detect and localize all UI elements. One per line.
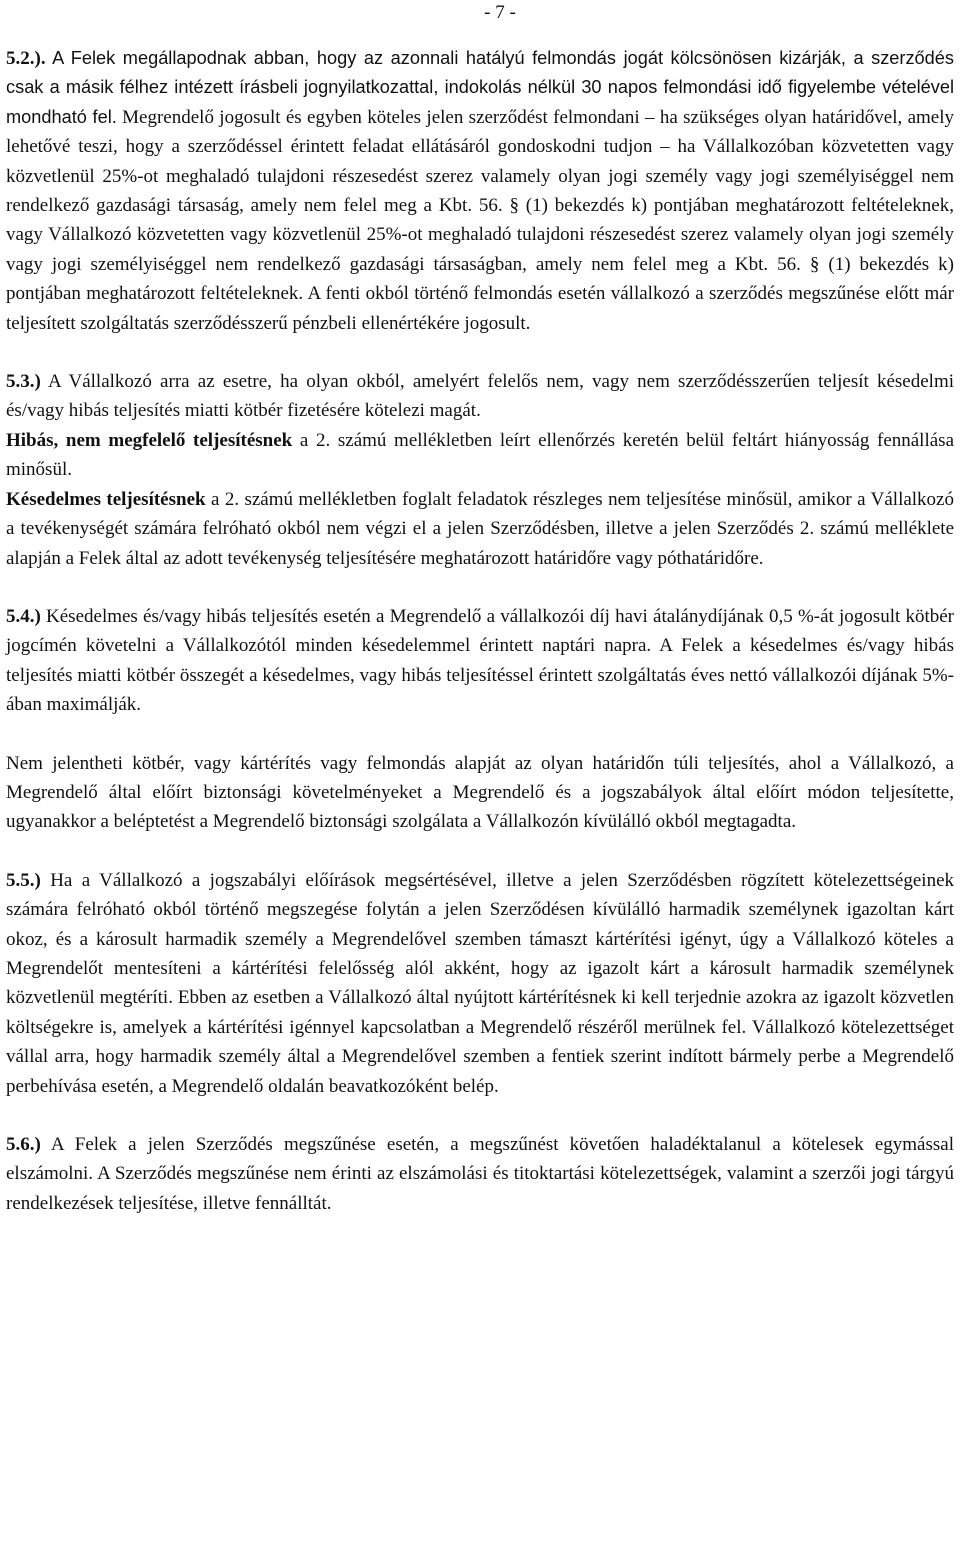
spacer bbox=[6, 837, 954, 866]
section-number: 5.3.) bbox=[6, 371, 41, 393]
spacer bbox=[6, 720, 954, 749]
definition-term: Késedelmes teljesítésnek bbox=[6, 488, 206, 510]
section-number: 5.5.) bbox=[6, 869, 41, 891]
section-text: Ha a Vállalkozó a jogszabályi előírások megsértésével, illetve a jelen Szerződésben rögzített kötelezettségeinek számára felróható okból történő megszegése folytán a jelen Szerződésen kívülálló harmadik személynek igazoltan kárt okoz, és a károsult harmadik személy a Megrendelővel szemben támaszt kártérítési igényt, úgy a Vállalkozó köteles a Megrendelőt mentesíteni a kártérítési felelősség alól akként, hogy az igazolt kárt a károsult harmadik személynek közvetlenül megtéríti. Ebben az esetben a Vállalkozó által nyújtott kártérítésnek ki kell terjednie azokra az igazolt közvetlen költségekre is, amelyek a kártérítési igénnyel kapcsolatban a Megrendelő részéről merülnek fel. Vállalkozó kötelezettséget vállal arra, hogy harmadik személy által a Megrendelővel szemben a fentiek szerint indított bármely perbe a Megrendelő perbehívása esetén, a Megrendelő oldalán beavatkozóként belép. bbox=[6, 869, 954, 1097]
section-5-6 bbox=[6, 1130, 954, 1218]
spacer bbox=[6, 573, 954, 602]
section-text: A Vállalkozó arra az esetre, ha olyan okból, amelyért felelős nem, vagy nem szerződésszerűen teljesít késedelmi és/vagy hibás teljesítés miatti kötbér fizetésére kötelezi magát. bbox=[6, 371, 954, 422]
paragraph-nem-jelentheti: Nem jelentheti kötbér, vagy kártérítés vagy felmondás alapját az olyan határidőn túli teljesítés, ahol a Vállalkozó, a Megrendelő által előírt biztonsági követelményeket a Megrendelő és a jogszabályok által előírt módon teljesítette, ugyanakkor a beléptetést a Megrendelő biztonsági szolgálata a Vállalkozón kívülálló okból megtagadta. bbox=[6, 752, 954, 833]
section-number: 5.2.). bbox=[6, 48, 46, 69]
section-text: Késedelmes és/vagy hibás teljesítés esetén a Megrendelő a vállalkozói díj havi átalánydíjának 0,5 %-át jogosult kötbér jogcímén követelni a Vállalkozótól minden késedelemmel érintett naptári napra. A Felek a késedelmes és/vagy hibás teljesítés miatti kötbér összegét a késedelmes, vagy hibás teljesítéssel érintett szolgáltatás éves nettó vállalkozói díjának 5%-ában maximálják. bbox=[6, 605, 954, 716]
section-number: 5.4.) bbox=[6, 605, 41, 627]
definition-term: Hibás, nem megfelelő teljesítésnek bbox=[6, 429, 293, 451]
section-5-5 bbox=[6, 866, 954, 1101]
definition-kesedelmes bbox=[6, 485, 954, 573]
definition-text: a 2. számú mellékletben foglalt feladatok részleges nem teljesítése minősül, amikor a Vállalkozó a tevékenységét számára felróható okból nem végzi el a jelen Szerződésben, illetve a jelen Szerződés 2. számú melléklete alapján a Felek által az adott tevékenység teljesítésére meghatározott határidőre vagy póthatáridőre. bbox=[6, 488, 954, 569]
document-body bbox=[6, 44, 954, 1218]
spacer bbox=[6, 1101, 954, 1130]
section-5-2 bbox=[6, 44, 954, 338]
section-number: 5.6.) bbox=[6, 1134, 41, 1155]
definition-hibas bbox=[6, 426, 954, 485]
page-number: - 7 - bbox=[484, 2, 516, 23]
section-text: A Felek a jelen Szerződés megszűnése esetén, a megszűnést követően haladéktalanul a kötelesek egymással elszámolni. A Szerződés megszűnése nem érinti az elszámolási és titoktartási kötelezettségek, valamint a szerzői jogi tárgyú rendelkezések teljesítése, illetve fennálltát. bbox=[6, 1134, 954, 1214]
section-text-sans: A Felek megállapodnak abban, hogy az azonnali hatályú felmondás jogát kölcsönösen kizárják, a szerződés csak a másik félhez intézett írásbeli jognyilatkozattal, indokolás nélkül 30 napos felmondási idő figyelembe vételével mondható fel. bbox=[6, 48, 954, 127]
section-5-4 bbox=[6, 602, 954, 720]
section-5-3 bbox=[6, 367, 954, 426]
section-text: Megrendelő jogosult és egyben köteles jelen szerződést felmondani – ha szükséges olyan határidővel, amely lehetővé teszi, hogy a szerződéssel érintett feladat ellátásáról gondoskodni tudjon – ha Vállalkozóban közvetetten vagy közvetlenül 25%-ot meghaladó tulajdoni részesedést szerez valamely olyan jogi személy vagy jogi személyiséggel nem rendelkező gazdasági társaság, amely nem felel meg a Kbt. 56. § (1) bekezdés k) pontjában meghatározott feltételeknek, vagy Vállalkozó közvetetten vagy közvetlenül 25%-ot meghaladó tulajdoni részesedést szerez valamely olyan jogi személy vagy jogi személyiséggel nem rendelkező gazdasági társaságban, amely nem felel meg a Kbt. 56. § (1) bekezdés k) pontjában meghatározott feltételeknek. A fenti okból történő felmondás esetén vállalkozó a szerződés megszűnése előtt már teljesített szolgáltatás szerződésszerű pénzbeli ellenértékére jogosult. bbox=[6, 106, 954, 334]
definition-text: a 2. számú mellékletben leírt ellenőrzés keretén belül feltárt hiányosság fennállása minősül. bbox=[6, 429, 954, 481]
spacer bbox=[6, 338, 954, 367]
